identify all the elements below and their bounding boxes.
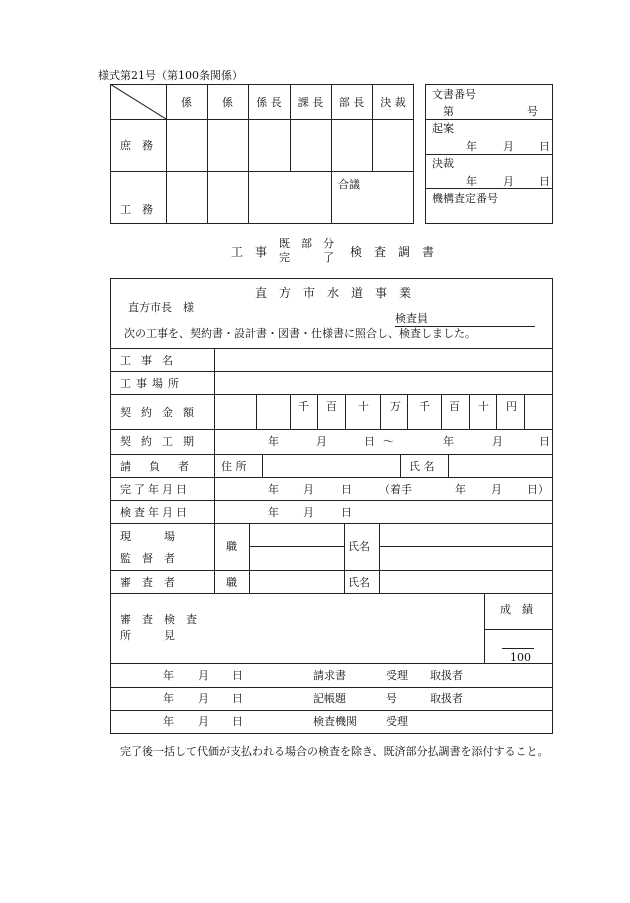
work-place-field[interactable] bbox=[216, 373, 551, 393]
label-contract-period: 契約工期 bbox=[120, 435, 204, 448]
supervisor-title-field[interactable] bbox=[251, 525, 343, 568]
header-bucho: 部 長 bbox=[338, 96, 365, 109]
gougi-label: 合議 bbox=[338, 178, 360, 191]
period-start-tsuki: 月 bbox=[316, 435, 327, 448]
start-tsuki: 月 bbox=[491, 483, 502, 496]
inspection-hi: 日 bbox=[341, 506, 352, 519]
label-reviewer: 審 査 者 bbox=[120, 576, 175, 589]
completion-nen: 年 bbox=[268, 483, 279, 496]
reviewer-shimei-label: 氏名 bbox=[348, 576, 370, 589]
completion-hi: 日 bbox=[341, 483, 352, 496]
title-part1: 工 事 bbox=[231, 245, 268, 259]
addressee: 直方市長 様 bbox=[128, 301, 194, 314]
b3-status: 受理 bbox=[386, 715, 408, 728]
start-hi-close: 日） bbox=[527, 483, 549, 496]
row-label-shomu: 庶 務 bbox=[120, 139, 153, 152]
period-start-nen: 年 bbox=[268, 435, 279, 448]
supervisor-shoku-label: 職 bbox=[226, 540, 237, 553]
header-kacho: 課 長 bbox=[297, 96, 324, 109]
unit-man: 万 bbox=[390, 400, 401, 413]
kian-hi: 日 bbox=[539, 140, 550, 153]
unit-sen-1: 千 bbox=[298, 400, 309, 413]
contractor-name-label: 氏 名 bbox=[409, 460, 435, 473]
b2-tsuki: 月 bbox=[198, 692, 209, 705]
b1-tsuki: 月 bbox=[198, 669, 209, 682]
kessai-nen: 年 bbox=[466, 175, 477, 188]
b2-nen: 年 bbox=[163, 692, 174, 705]
b2-handler: 取扱者 bbox=[430, 692, 463, 705]
opinion-field[interactable] bbox=[216, 595, 482, 661]
unit-hyaku-1: 百 bbox=[326, 400, 337, 413]
completion-tsuki: 月 bbox=[303, 483, 314, 496]
org-name: 直 方 市 水 道 事 業 bbox=[255, 286, 412, 300]
label-inspection-date: 検査年月日 bbox=[120, 506, 190, 519]
unit-hyaku-2: 百 bbox=[449, 400, 460, 413]
period-end-nen: 年 bbox=[443, 435, 454, 448]
start-paren: （着手 bbox=[379, 483, 412, 496]
reviewer-name-field[interactable] bbox=[381, 572, 551, 592]
b3-hi: 日 bbox=[232, 715, 243, 728]
header-kessai: 決 裁 bbox=[380, 96, 406, 109]
b1-nen: 年 bbox=[163, 669, 174, 682]
title-stack-top: 既 部 分 bbox=[279, 237, 334, 250]
b1-label: 請求書 bbox=[313, 669, 346, 682]
kian-label: 起案 bbox=[432, 122, 454, 135]
contractor-name-field[interactable] bbox=[449, 455, 551, 476]
kessai-label: 決裁 bbox=[432, 157, 454, 170]
kessai-hi: 日 bbox=[539, 175, 550, 188]
doc-gou: 号 bbox=[527, 105, 538, 118]
footnote: 完了後一括して代価が支払われる場合の検査を除き、既済部分払調書を添付すること。 bbox=[120, 745, 549, 758]
kian-tsuki: 月 bbox=[503, 140, 514, 153]
b2-hi: 日 bbox=[232, 692, 243, 705]
b1-handler: 取扱者 bbox=[430, 669, 463, 682]
doc-number-label: 文書番号 bbox=[432, 88, 476, 101]
label-work-name: 工事名 bbox=[120, 354, 183, 367]
score-max: 100 bbox=[510, 651, 531, 664]
label-contractor: 請負者 bbox=[120, 460, 207, 473]
unit-sen-2: 千 bbox=[419, 400, 430, 413]
b2-label: 記帳題 bbox=[313, 692, 346, 705]
statement: 次の工事を、契約書・設計書・図書・仕様書に照合し、検査しました。 bbox=[124, 327, 476, 340]
title-part2: 検 査 調 書 bbox=[350, 245, 435, 259]
contractor-address-field[interactable] bbox=[263, 455, 399, 476]
label-completion-date: 完了年月日 bbox=[120, 483, 190, 496]
b3-tsuki: 月 bbox=[198, 715, 209, 728]
header-kakari-1: 係 bbox=[181, 96, 192, 109]
label-work-place: 工事場所 bbox=[120, 377, 184, 390]
kessai-tsuki: 月 bbox=[503, 175, 514, 188]
doc-dai: 第 bbox=[443, 105, 454, 118]
period-end-tsuki: 月 bbox=[492, 435, 503, 448]
inspection-nen: 年 bbox=[268, 506, 279, 519]
row-label-koumu: 工 務 bbox=[120, 203, 153, 216]
form-code: 様式第21号（第100条関係） bbox=[98, 69, 243, 82]
label-contract-amount: 契約金額 bbox=[120, 406, 204, 419]
header-kakaricho: 係 長 bbox=[256, 96, 282, 109]
diagonal-slash bbox=[110, 84, 166, 119]
b3-nen: 年 bbox=[163, 715, 174, 728]
period-wave: ～ bbox=[383, 435, 394, 448]
unit-juu-1: 十 bbox=[358, 400, 369, 413]
contractor-address-label: 住 所 bbox=[221, 460, 247, 473]
b1-status: 受理 bbox=[386, 669, 408, 682]
reviewer-shoku-label: 職 bbox=[226, 576, 237, 589]
kian-nen: 年 bbox=[466, 140, 477, 153]
start-nen: 年 bbox=[455, 483, 466, 496]
period-end-hi: 日 bbox=[539, 435, 550, 448]
b1-hi: 日 bbox=[232, 669, 243, 682]
unit-en: 円 bbox=[506, 400, 517, 413]
unit-juu-2: 十 bbox=[478, 400, 489, 413]
label-opinion-2: 所 見 bbox=[120, 629, 175, 642]
label-supervisor-2: 監 督 者 bbox=[120, 552, 175, 565]
inspection-tsuki: 月 bbox=[303, 506, 314, 519]
work-name-field[interactable] bbox=[216, 350, 551, 370]
b2-gou: 号 bbox=[386, 692, 397, 705]
supervisor-shimei-label: 氏名 bbox=[348, 540, 370, 553]
reviewer-title-field[interactable] bbox=[251, 572, 343, 592]
title-stack-bottom: 完 了 bbox=[279, 251, 334, 264]
b3-label: 検査機関 bbox=[313, 715, 357, 728]
supervisor-name-field[interactable] bbox=[381, 525, 551, 568]
score-label: 成 績 bbox=[500, 603, 533, 616]
label-supervisor-1: 現 場 bbox=[120, 530, 175, 543]
label-opinion-1: 審 査 検 査 bbox=[120, 613, 197, 626]
inspector-label: 検査員 bbox=[395, 312, 428, 325]
period-start-hi: 日 bbox=[364, 435, 375, 448]
header-kakari-2: 係 bbox=[222, 96, 233, 109]
score-field[interactable] bbox=[486, 631, 551, 664]
kikou-label: 機構査定番号 bbox=[432, 192, 498, 205]
